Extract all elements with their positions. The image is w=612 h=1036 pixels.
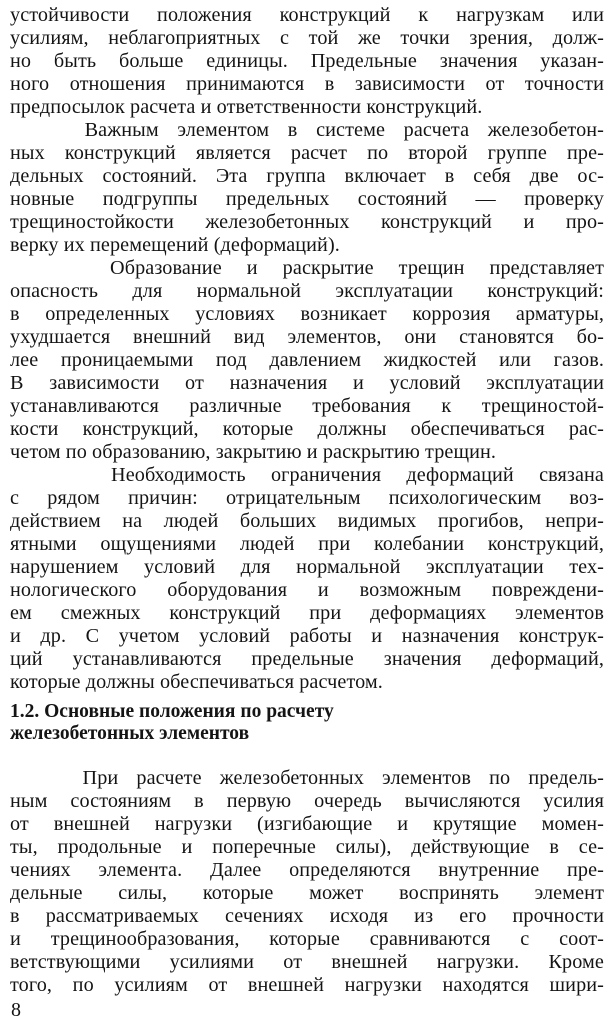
text-line: ций устанавливаются предельные значения деформаций, xyxy=(10,648,604,670)
text-line: в рассматриваемых сечениях исходя из его прочности xyxy=(10,905,604,927)
text-line: действием на людей больших видимых прогибов, непри- xyxy=(10,510,604,532)
text-line: новные подгруппы предельных состояний — проверку xyxy=(10,188,604,210)
text-line: кости конструкций, которые должны обеспечиваться рас- xyxy=(10,418,604,440)
text-line: и трещинообразования, которые сравниваются с соот- xyxy=(10,928,604,950)
text-line: опасность для нормальной эксплуатации конструкций: xyxy=(10,280,604,302)
body-text-section-1 xyxy=(10,4,604,694)
text-line: верку их перемещений (деформаций). xyxy=(10,234,340,256)
text-line: четом по образованию, закрытию и раскрытию трещин. xyxy=(10,441,497,463)
text-line: ным состояниям в первую очередь вычисляются усилия xyxy=(10,790,604,812)
body-text-section-2 xyxy=(10,767,604,997)
text-line: лее проницаемыми под давлением жидкостей или газов. xyxy=(10,349,604,371)
text-line: предпосылок расчета и ответственности конструкций. xyxy=(10,96,483,118)
text-line: ем смежных конструкций при деформациях элементов xyxy=(10,602,604,624)
text-line: ного отношения принимаются в зависимости от точности xyxy=(10,73,604,95)
text-line: но быть больше единицы. Предельные значения указан- xyxy=(10,50,604,72)
text-line: чениях элемента. Далее определяются внутренние пре- xyxy=(10,859,604,881)
text-line: ных конструкций является расчет по второй группе пре- xyxy=(10,142,604,164)
text-line: устойчивости положения конструкций к нагрузкам или xyxy=(10,4,604,26)
text-line: устанавливаются различные требования к трещиностой- xyxy=(10,395,604,417)
text-line: трещиностойкости железобетонных конструкций и про- xyxy=(10,211,604,233)
text-line: Необходимость ограничения деформаций связана xyxy=(10,464,604,486)
text-line: ты, продольные и поперечные силы), действующие в се- xyxy=(10,836,604,858)
text-line: и др. С учетом условий работы и назначения конструк- xyxy=(10,625,604,647)
text-line: В зависимости от назначения и условий эксплуатации xyxy=(10,372,604,394)
text-line: того, по усилиям от внешней нагрузки находятся шири- xyxy=(10,974,604,996)
section-heading xyxy=(10,701,604,745)
text-line: от внешней нагрузки (изгибающие и крутящие момен- xyxy=(10,813,604,835)
section-heading-line: 1.2. Основные положения по расчету xyxy=(10,701,334,722)
section-heading-line: железобетонных элементов xyxy=(10,723,250,744)
page-number: 8 xyxy=(11,999,21,1021)
text-line: ятными ощущениями людей при колебании конструкций, xyxy=(10,533,604,555)
text-line: усилиям, неблагоприятных с той же точки зрения, долж- xyxy=(10,27,604,49)
text-line: Образование и раскрытие трещин представляет xyxy=(10,257,604,279)
text-line: в определенных условиях возникает коррозия арматуры, xyxy=(10,303,604,325)
text-line: нарушением условий для нормальной эксплуатации тех- xyxy=(10,556,604,578)
text-line: ветствующими усилиями от внешней нагрузки. Кроме xyxy=(10,951,604,973)
text-line: дельные силы, которые может воспринять элемент xyxy=(10,882,604,904)
text-line: Важным элементом в системе расчета железобетон- xyxy=(10,119,604,141)
text-line: дельных состояний. Эта группа включает в себя две ос- xyxy=(10,165,604,187)
text-line: ухудшается внешний вид элементов, они становятся бо- xyxy=(10,326,604,348)
text-line: с рядом причин: отрицательным психологическим воз- xyxy=(10,487,604,509)
text-line: нологического оборудования и возможным повреждени- xyxy=(10,579,604,601)
text-line: При расчете железобетонных элементов по предель- xyxy=(10,767,604,789)
text-line: которые должны обеспечиваться расчетом. xyxy=(10,671,383,693)
